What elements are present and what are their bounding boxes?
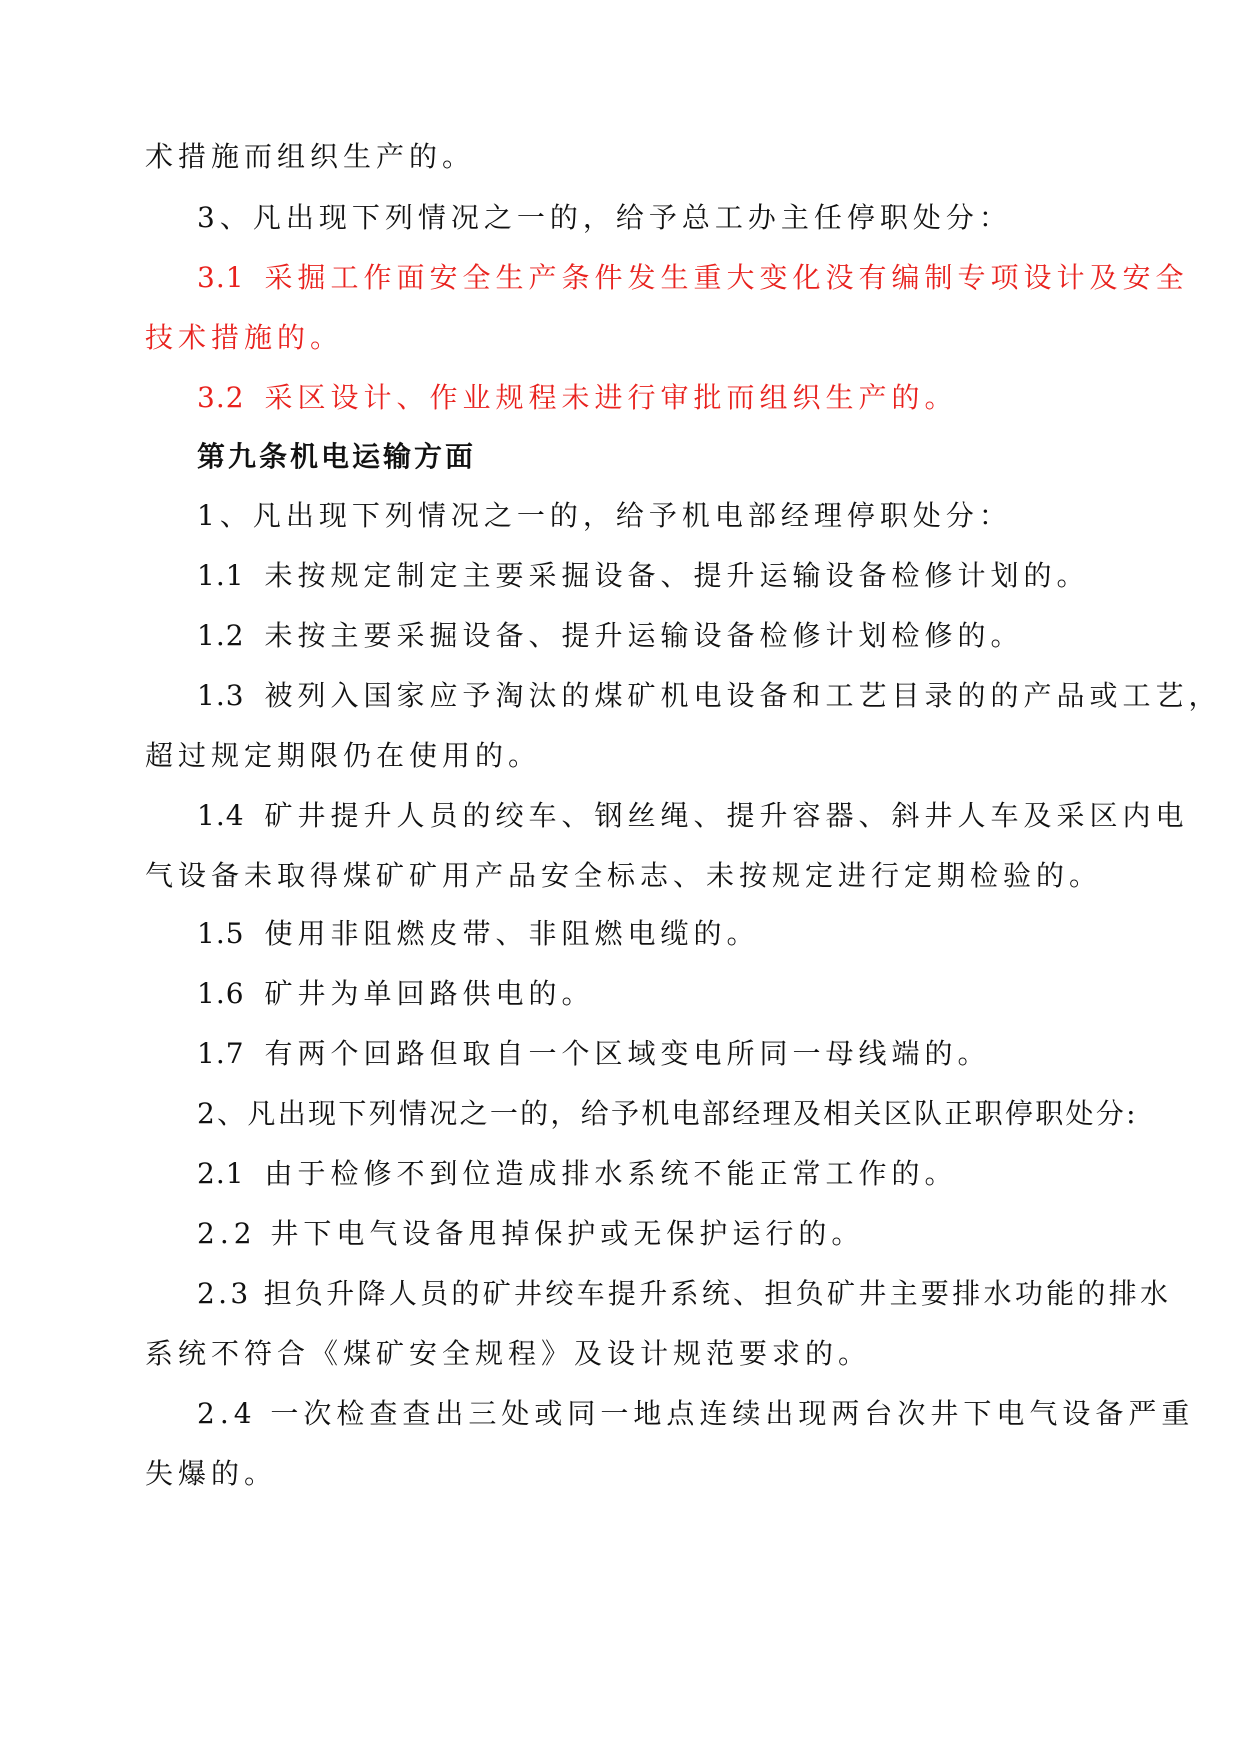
paragraph-line (197, 914, 760, 954)
line-text: 3、凡出现下列情况之一的，给予总工办主任停职处分： (197, 201, 1012, 234)
line-text: 使用非阻燃皮带、非阻燃电缆的。 (264, 917, 760, 950)
paragraph-line (197, 676, 1222, 716)
line-text: 被列入国家应予淘汰的煤矿机电设备和工艺目录的的产品或工艺， (264, 679, 1222, 712)
line-text: 矿井提升人员的绞车、钢丝绳、提升容器、斜井人车及采区内电 (264, 799, 1189, 832)
paragraph-line (197, 1214, 864, 1254)
paragraph-line-highlighted (197, 378, 958, 418)
line-text: 失爆的。 (145, 1457, 278, 1490)
item-number: 1.7 (197, 1037, 245, 1070)
paragraph-line (145, 137, 475, 177)
line-text: 技术措施的。 (145, 321, 344, 354)
line-text: 术措施而组织生产的。 (145, 140, 476, 173)
section-heading (197, 437, 476, 477)
paragraph-line (197, 1274, 1171, 1314)
item-number: 1.1 (197, 559, 245, 592)
paragraph-line-highlighted (197, 258, 1189, 298)
line-text: 采区设计、作业规程未进行审批而组织生产的。 (264, 381, 958, 414)
line-text: 超过规定期限仍在使用的。 (145, 739, 542, 772)
line-text: 有两个回路但取自一个区域变电所同一母线端的。 (264, 1037, 991, 1070)
line-text: 2.4 一次检查查出三处或同一地点连续出现两台次井下电气设备严重 (197, 1397, 1195, 1430)
line-text: 1、凡出现下列情况之一的，给予机电部经理停职处分： (197, 499, 1012, 532)
item-number: 3.1 (197, 261, 245, 294)
paragraph-line (145, 1334, 871, 1374)
line-text: 由于检修不到位造成排水系统不能正常工作的。 (264, 1157, 958, 1190)
line-text: 气设备未取得煤矿矿用产品安全标志、未按规定进行定期检验的。 (145, 859, 1103, 892)
paragraph-line-highlighted (145, 318, 343, 358)
paragraph-line (197, 796, 1189, 836)
item-number: 1.5 (197, 917, 245, 950)
paragraph-line (197, 1034, 991, 1074)
line-text: 系统不符合《煤矿安全规程》及设计规范要求的。 (145, 1337, 872, 1370)
line-text: 2、凡出现下列情况之一的，给予机电部经理及相关区队正职停职处分: (197, 1097, 1138, 1130)
paragraph-line (197, 1154, 958, 1194)
paragraph-line (197, 1094, 1138, 1134)
item-number: 3.2 (197, 381, 245, 414)
paragraph-line (197, 496, 1012, 536)
item-number: 2.1 (197, 1157, 245, 1190)
line-text: 未按规定制定主要采掘设备、提升运输设备检修计划的。 (264, 559, 1090, 592)
line-text: 矿井为单回路供电的。 (264, 977, 595, 1010)
paragraph-line (197, 556, 1090, 596)
item-number: 1.6 (197, 977, 245, 1010)
heading-text: 第九条机电运输方面 (197, 440, 477, 473)
paragraph-line (145, 1454, 277, 1494)
paragraph-line (145, 736, 541, 776)
paragraph-line (197, 198, 1012, 238)
paragraph-line (197, 974, 595, 1014)
paragraph-line (197, 1394, 1194, 1434)
line-text: 2.3 担负升降人员的矿井绞车提升系统、担负矿井主要排水功能的排水 (197, 1277, 1172, 1310)
item-number: 1.4 (197, 799, 245, 832)
item-number: 1.2 (197, 619, 245, 652)
item-number: 1.3 (197, 679, 245, 712)
line-text: 采掘工作面安全生产条件发生重大变化没有编制专项设计及安全 (264, 261, 1189, 294)
paragraph-line (145, 856, 1102, 896)
paragraph-line (197, 616, 1024, 656)
line-text: 未按主要采掘设备、提升运输设备检修计划检修的。 (264, 619, 1024, 652)
line-text: 2.2 井下电气设备甩掉保护或无保护运行的。 (197, 1217, 865, 1250)
